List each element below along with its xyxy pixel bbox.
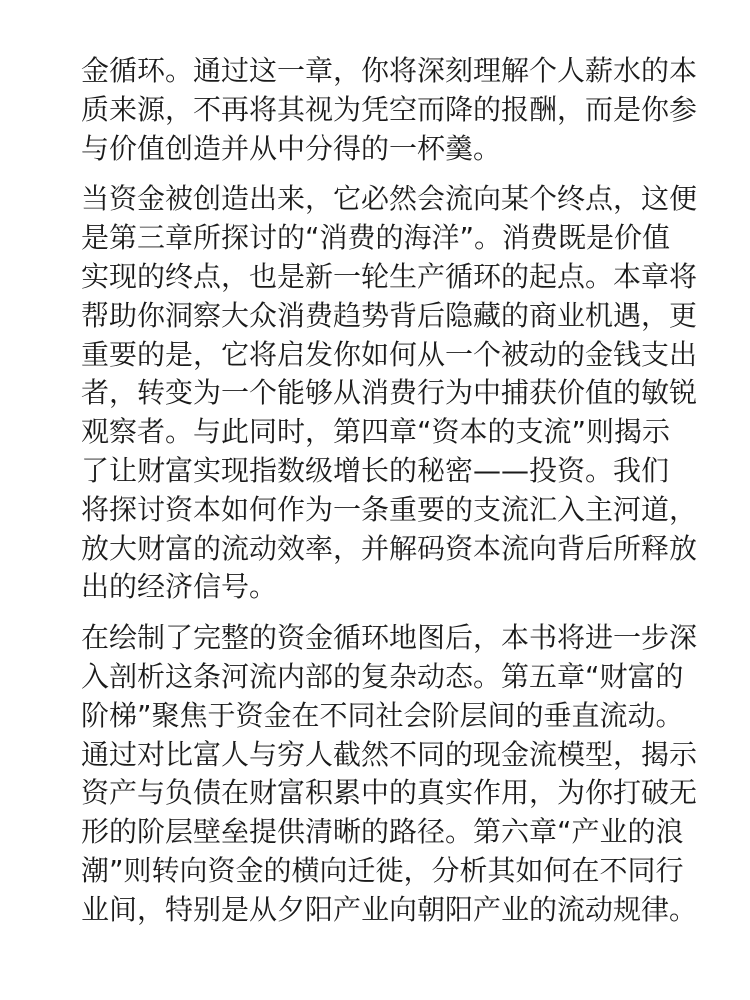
text-line: 金循环。通过这一章，你将深刻理解个人薪水的本 [81, 54, 698, 87]
text-line: 放大财富的流动效率，并解码资本流向背后所释放 [81, 531, 698, 565]
paragraph-3 [81, 619, 698, 929]
text-line: 形的阶层壁垒提供清晰的路径。第六章“产业的浪 [81, 815, 684, 849]
text-line: 出的经济信号。 [81, 570, 278, 604]
text-line: 与价值创造并从中分得的一杯羹。 [81, 131, 502, 165]
text-line: 帮助你洞察大众消费趋势背后隐藏的商业机遇，更 [81, 298, 698, 332]
text-line: 资产与负债在财富积累中的真实作用，为你打破无 [81, 776, 698, 810]
text-line: 入剖析这条河流内部的复杂动态。第五章“财富的 [81, 659, 684, 693]
text-line: 重要的是，它将启发你如何从一个被动的金钱支出 [81, 337, 698, 371]
text-line: 潮”则转向资金的横向迁徙，分析其如何在不同行 [81, 853, 684, 887]
text-line: 阶梯”聚焦于资金在不同社会阶层间的垂直流动。 [81, 698, 684, 732]
text-line: 者，转变为一个能够从消费行为中捕获价值的敏锐 [81, 376, 698, 410]
text-line: 业间，特别是从夕阳产业向朝阳产业的流动规律。 [81, 892, 698, 926]
text-line: 观察者。与此同时，第四章“资本的支流”则揭示 [81, 415, 671, 449]
paragraph-2 [81, 180, 698, 607]
text-line: 实现的终点，也是新一轮生产循环的起点。本章将 [81, 259, 698, 293]
text-line: 在绘制了完整的资金循环地图后，本书将进一步深 [81, 621, 698, 655]
paragraph-1 [81, 52, 698, 168]
text-line: 质来源，不再将其视为凭空而降的报酬，而是你参 [81, 92, 698, 126]
text-line: 当资金被创造出来，它必然会流向某个终点，这便 [81, 182, 698, 216]
text-line: 是第三章所探讨的“消费的海洋”。消费既是价值 [81, 221, 671, 255]
text-line: 了让财富实现指数级增长的秘密——投资。我们 [81, 453, 670, 487]
text-line: 通过对比富人与穷人截然不同的现金流模型，揭示 [81, 737, 698, 771]
text-line: 将探讨资本如何作为一条重要的支流汇入主河道， [81, 492, 698, 526]
